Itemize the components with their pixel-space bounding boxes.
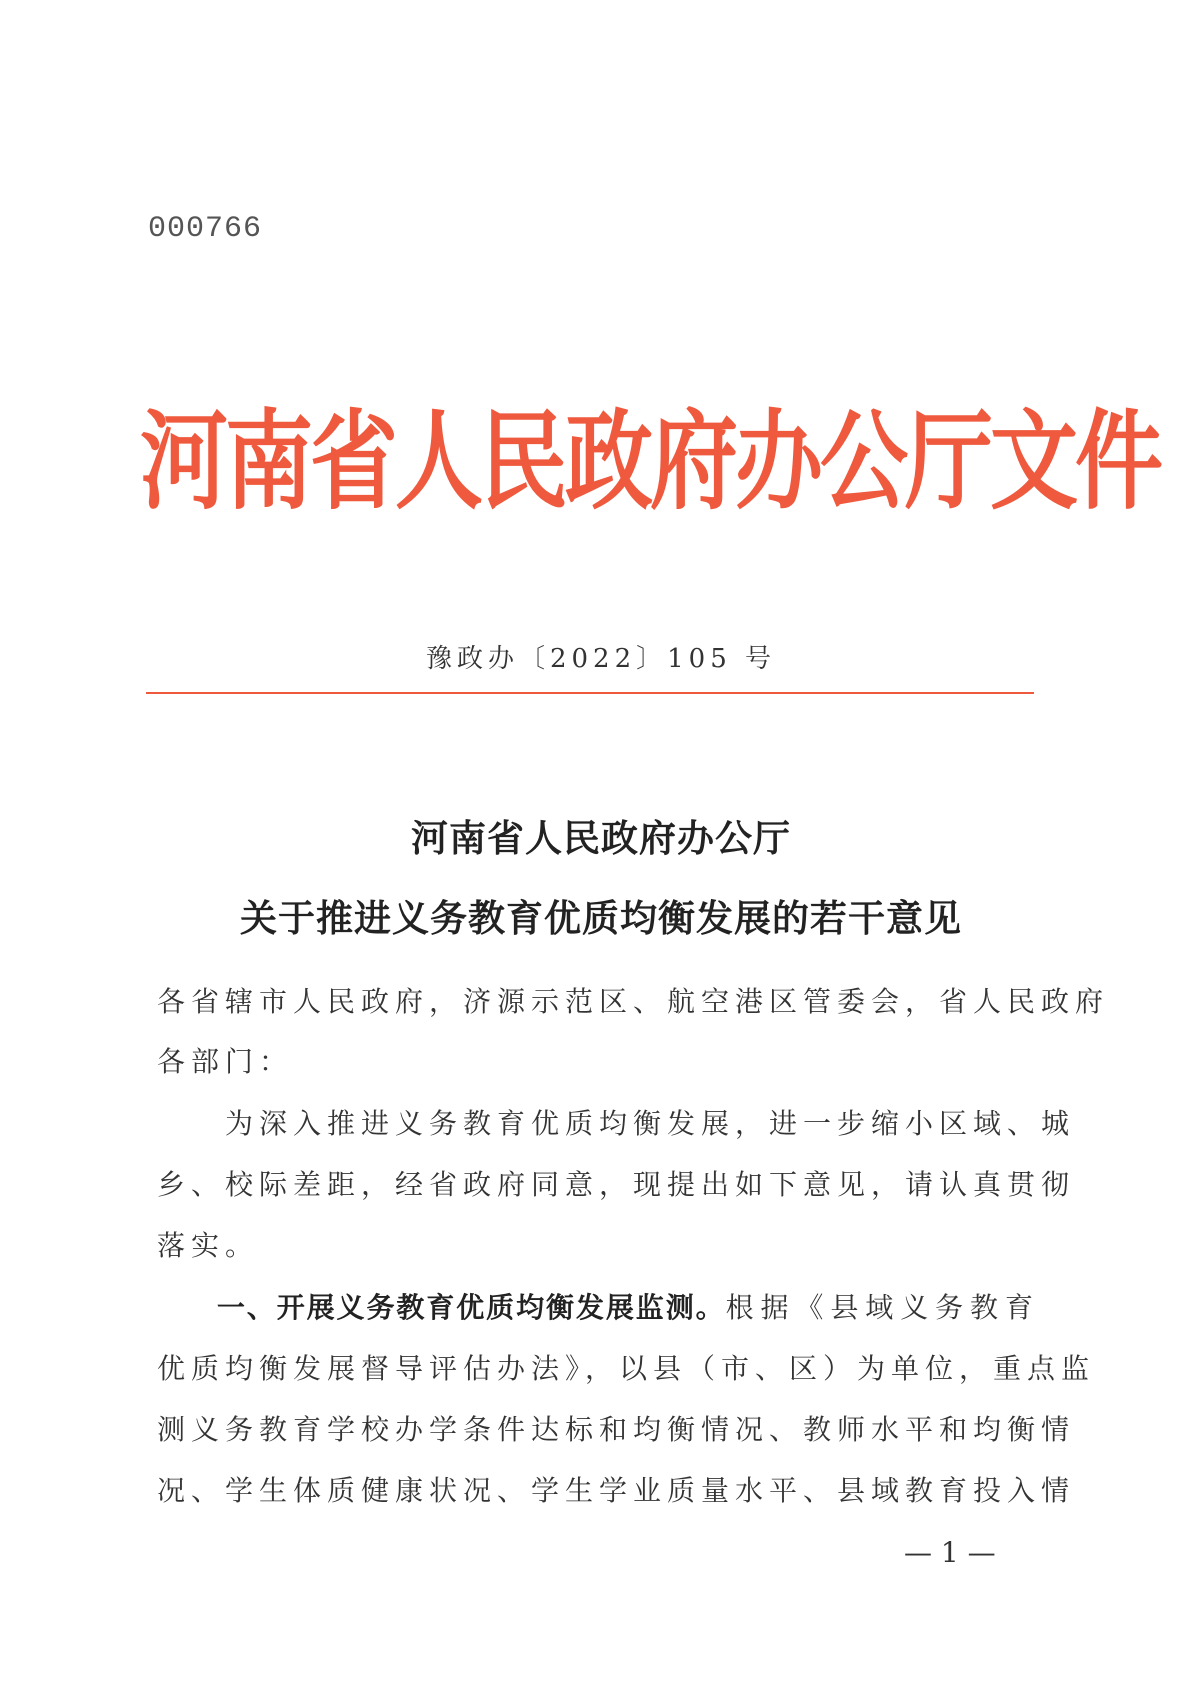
- body-line: 落实。: [157, 1229, 260, 1262]
- body-line: 优质均衡发展督导评估办法》，以县（市、区）为单位，重点监: [157, 1352, 1096, 1385]
- document-title-line-1: 河南省人民政府办公厅: [411, 817, 791, 860]
- section-1-lead-text: 根据《县域义务教育: [725, 1291, 1039, 1324]
- section-1-heading: 一、开展义务教育优质均衡发展监测。: [157, 1291, 726, 1324]
- section-1-first-line: [157, 1286, 1039, 1326]
- serial-number: 000766: [148, 212, 263, 246]
- body-line: 况、学生体质健康状况、学生学业质量水平、县域教育投入情: [157, 1474, 1076, 1507]
- masthead-title: 河南省人民政府办公厅文件: [140, 398, 1161, 524]
- body-line: 乡、校际差距，经省政府同意，现提出如下意见，请认真贯彻: [157, 1168, 1076, 1201]
- body-line: 为深入推进义务教育优质均衡发展，进一步缩小区域、城: [157, 1107, 1076, 1140]
- document-number: 豫政办〔2022〕105 号: [425, 644, 777, 674]
- body-line: 测义务教育学校办学条件达标和均衡情况、教师水平和均衡情: [157, 1413, 1076, 1446]
- page-number: — 1 —: [904, 1536, 996, 1569]
- body-line: 各省辖市人民政府，济源示范区、航空港区管委会，省人民政府: [157, 985, 1110, 1018]
- document-title-line-2: 关于推进义务教育优质均衡发展的若干意见: [240, 897, 962, 940]
- body-line: 各部门：: [157, 1045, 294, 1078]
- red-divider: [146, 692, 1034, 694]
